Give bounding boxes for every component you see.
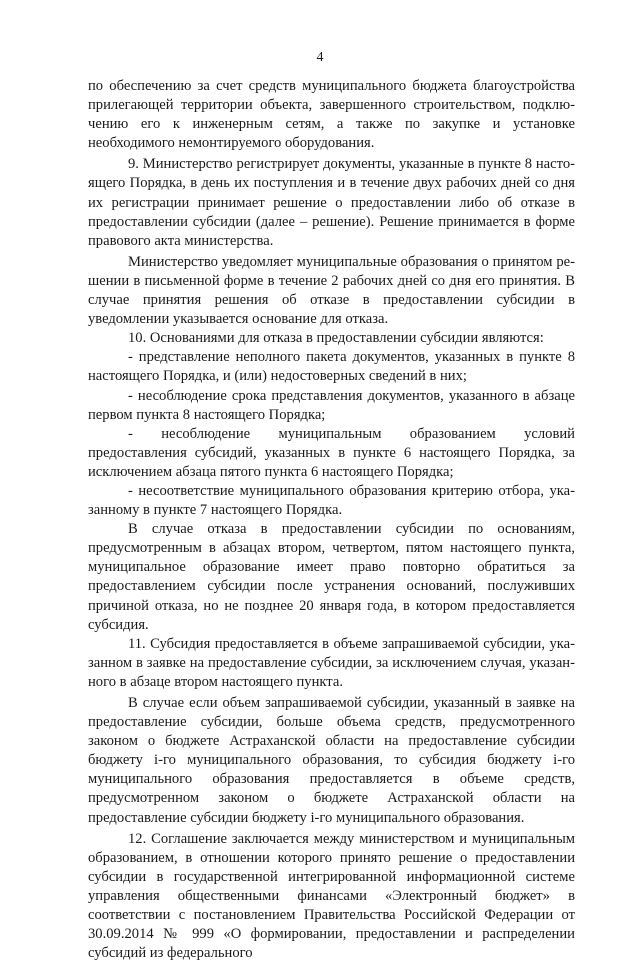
list-item-conditions: - несоблюдение муниципальным образованием условий предоставления субсидий, указанных в пункте 6 настоящего Порядка, за исключением абзаца пятого пункта 6 настоящего Порядка; [88,425,575,480]
list-item-criteria: - несоответствие муниципального образования критерию отбора, указанному в пункте 7 настоящего Порядка. [88,482,575,519]
paragraph-item-9: 9. Министерство регистрирует документы, указанные в пункте 8 настоящего Порядка, в день их поступления и в течение двух рабочих дней со дня их регистрации принимает решение о предоставлении либо об отказе в предоставлении субсидии (далее – решение). Решение принимается в форме правового акта министерства. [88,156,575,249]
list-item-incomplete-docs: - представление неполного пакета документов, указанных в пункте 8 настоящего Порядка, и (или) недостоверных сведений в них; [88,349,575,385]
paragraph-item-10: 10. Основаниями для отказа в предоставлении субсидии являются: [128,330,544,347]
page-number: 4 [316,50,324,65]
paragraph-item-12: 12. Соглашение заключается между министерством и муниципальным образованием, в отношении которого принято решение о предоставлении субсидии в государственной интегрированной информационной системе управления общественными финансами «Электронный бюджет» в соответствии с постановлением Правительства Российской Федерации от 30.09.2014 № 999 «О формировании, предоставлении и распределении субсидий из федерального [88,830,575,962]
document-body [88,77,575,963]
paragraph-volume-exceeds: В случае если объем запрашиваемой субсидии, указанный в заявке на предоставление субсидии, больше объема средств, предусмотренного законом о бюджете Астраханской области на предоставление субсидии бюджету i-го муниципального образования, то субсидия бюджету i-го муниципального образования предоставляется в объеме средств, предусмотренном законом о бюджете Астраханской области на предоставление субсидии бюджету i-го муниципального образования. [88,695,575,826]
paragraph-reapply: В случае отказа в предоставлении субсидии по основаниям, предусмотренным в абзацах втором, четвертом, пятом настоящего пункта, муниципальное образование имеет право повторно обратиться за предоставлением субсидии после устранения оснований, послуживших причиной отказа, но не позднее 20 января года, в котором предоставляется субсидия. [88,521,575,633]
paragraph-continuation: по обеспечению за счет средств муниципального бюджета благоустройства прилегающей территории объекта, завершенного строительством, подключению его к инженерным сетям, а также по закупке и установке необходимого немонтируемого оборудования. [88,78,575,152]
paragraph-notification: Министерство уведомляет муниципальные образования о принятом решении в письменной форме в течение 2 рабочих дней со дня его принятия. В случае принятия решения об отказе в предоставлении субсидии в уведомлении указывается основание для отказа. [88,253,575,328]
list-item-deadline: - несоблюдение срока представления документов, указанного в абзаце первом пункта 8 настоящего Порядка; [88,387,575,423]
paragraph-item-11: 11. Субсидия предоставляется в объеме запрашиваемой субсидии, указанном в заявке на предоставление субсидии, за исключением случая, указанного в абзаце втором настоящего пункта. [88,635,575,690]
